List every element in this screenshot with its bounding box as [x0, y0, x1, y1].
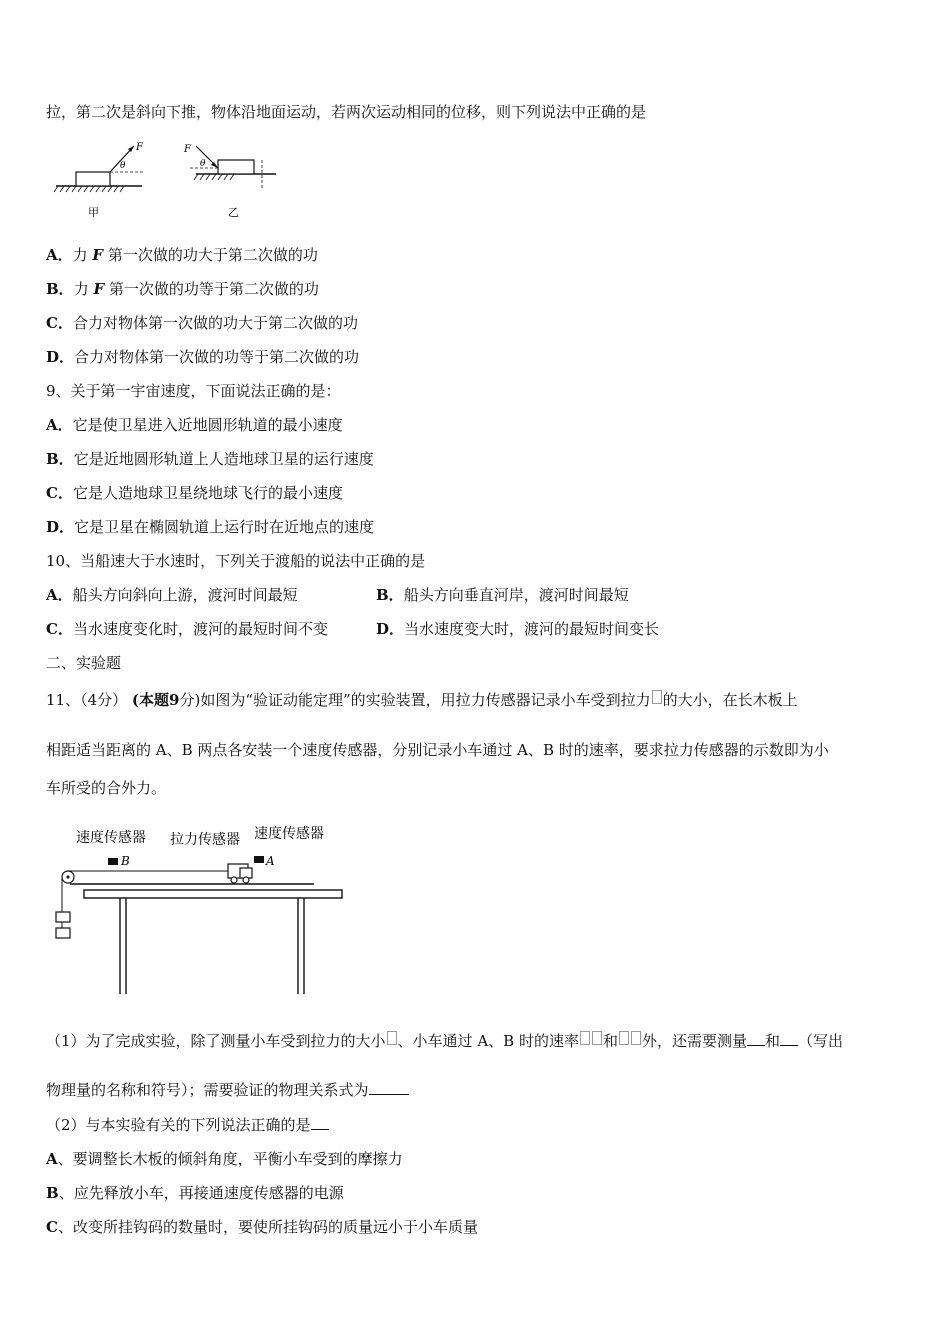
yi-angle-label: θ	[200, 159, 206, 169]
q11-sub2: （2）与本实验有关的下列说法正确的是	[46, 1115, 329, 1135]
q10-option-c: C．当水速度变化时，渡河的最短时间不变	[46, 620, 328, 638]
q10-stem: 10、当船速大于水速时，下列关于渡船的说法中正确的是	[46, 552, 426, 570]
q8-force-diagrams	[50, 138, 290, 224]
q11-option-a: A、要调整长木板的倾斜角度，平衡小车受到的摩擦力	[46, 1150, 403, 1168]
q11-line-3: 车所受的合外力。	[46, 779, 167, 797]
point-a-label: A	[266, 854, 275, 868]
q11-line-1: 11、（4分） (本题9分)如图为“验证动能定理”的实验装置，用拉力传感器记录小车受到拉力 的大小，在长木板上	[46, 691, 798, 709]
label-force-sensor: 拉力传感器	[170, 832, 240, 848]
q9-option-b: B．它是近地圆形轨道上人造地球卫星的运行速度	[46, 450, 374, 468]
figure-jia	[54, 142, 144, 219]
q9-option-c: C．它是人造地球卫星绕地球飞行的最小速度	[46, 484, 343, 502]
label-speed-sensor-right: 速度传感器	[254, 826, 324, 842]
jia-caption: 甲	[88, 206, 99, 219]
q11-apparatus-figure	[48, 820, 348, 998]
q8-option-a: A．力 F 第一次做的功大于第二次做的功	[46, 246, 318, 264]
q10-option-d: D．当水速度变大时，渡河的最短时间变长	[376, 620, 660, 638]
q9-stem: 9、关于第一宇宙速度，下面说法正确的是：	[46, 382, 341, 400]
answer-blank-2[interactable]	[780, 1031, 798, 1046]
section-heading: 二、实验题	[46, 654, 122, 672]
jia-angle-label: θ	[120, 161, 126, 171]
missing-glyph-box	[652, 690, 662, 704]
label-speed-sensor-left: 速度传感器	[76, 830, 146, 846]
q9-option-d: D．它是卫星在椭圆轨道上运行时在近地点的速度	[46, 518, 375, 536]
q11-option-c: C、改变所挂钩码的数量时，要使所挂钩码的质量远小于小车质量	[46, 1218, 478, 1236]
q8-option-b: B．力 F 第一次做的功等于第二次做的功	[46, 280, 319, 298]
figure-yi	[183, 144, 276, 219]
q10-option-b: B．船头方向垂直河岸，渡河时间最短	[376, 586, 629, 604]
q11-sub1-line1: （1）为了完成实验，除了测量小车受到拉力的大小 、小车通过 A、B 时的速率 和 外，还需要测量 和 （写出	[46, 1032, 844, 1050]
point-b-label: B	[121, 854, 130, 868]
q9-option-a: A．它是使卫星进入近地圆形轨道的最小速度	[46, 416, 343, 434]
yi-caption: 乙	[228, 206, 239, 219]
q11-sub1-line2: 物理量的名称和符号）；需要验证的物理关系式为	[46, 1080, 409, 1100]
q11-line-2: 相距适当距离的 A、B 两点各安装一个速度传感器，分别记录小车通过 A、B 时的速率，要求拉力传感器的示数即为小	[46, 741, 829, 759]
answer-blank-1[interactable]	[747, 1031, 765, 1046]
answer-blank-3[interactable]	[369, 1080, 409, 1095]
answer-blank-4[interactable]	[311, 1115, 329, 1130]
q10-option-a: A．船头方向斜向上游，渡河时间最短	[46, 586, 298, 604]
yi-force-label: F	[184, 144, 191, 155]
q8-option-c: C．合力对物体第一次做的功大于第二次做的功	[46, 314, 358, 332]
jia-force-label: F	[136, 142, 143, 153]
q11-option-b: B、应先释放小车，再接通速度传感器的电源	[46, 1184, 344, 1202]
q8-option-d: D．合力对物体第一次做的功等于第二次做的功	[46, 348, 360, 366]
q8-stem-continuation: 拉，第二次是斜向下推，物体沿地面运动，若两次运动相同的位移，则下列说法中正确的是	[46, 103, 647, 121]
